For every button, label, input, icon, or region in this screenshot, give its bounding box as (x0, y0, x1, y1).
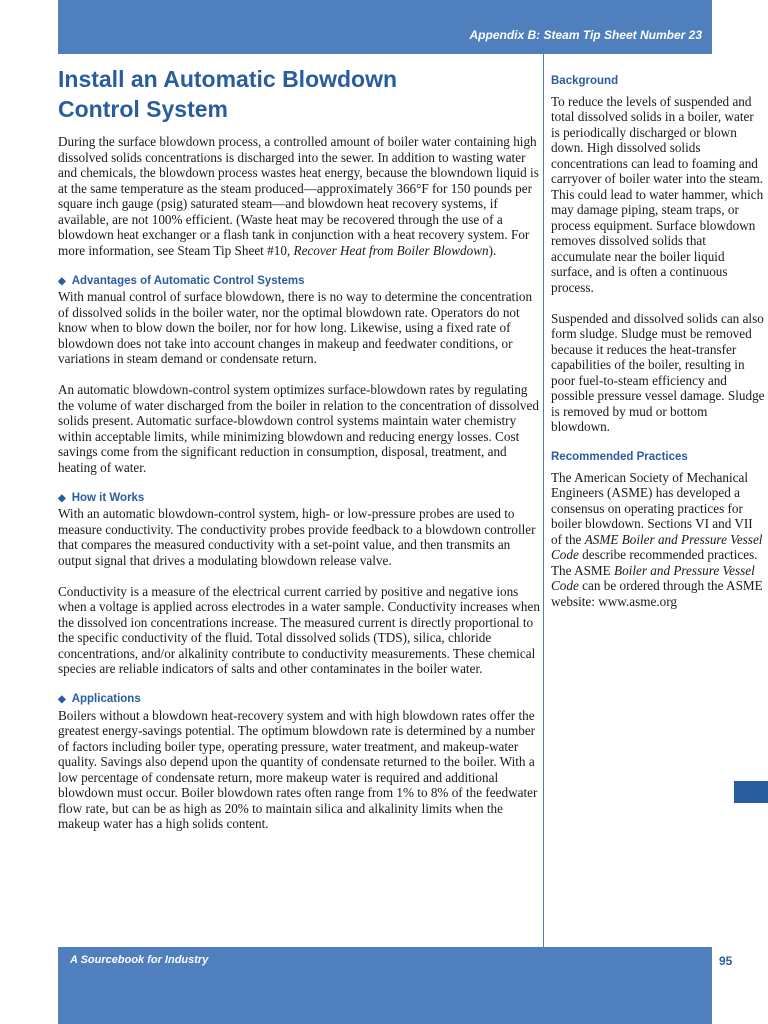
paragraph: An automatic blowdown-control system optimizes surface-blowdown rates by regulating the volume of water discharged from the boiler in relation to the concentration of dissolved solids present. Automatic surface-blowdown control systems maintain water chemistry within acceptable limits, while minimizing blowdown and reducing energy losses. Cost savings come from the significant reduction in consumption, disposal, treatment, and heating of water. (58, 382, 539, 475)
intro-paragraph: During the surface blowdown process, a controlled amount of boiler water containing high dissolved solids concentrations is discharged into the sewer. In addition to wasting water and chemicals, the blowdown process wastes heat energy, because the blowndown liquid is at the same temperature as the steam produced—approximately 366°F for 150 pounds per square inch gauge (psig) saturated steam—and blowdown heat recovery systems, if available, are not 100% efficient. (Waste heat may be recovered through the use of a blowdown heat exchanger or a flash tank in conjunction with a heat recovery system. For more information, see Steam Tip Sheet #10, Recover Heat from Boiler Blowdown). (58, 134, 539, 258)
page-title-line-2: Control System (58, 96, 228, 122)
column-divider (543, 54, 544, 947)
paragraph: Conductivity is a measure of the electrical current carried by positive and negative ions when a voltage is applied across electrodes in a water sample. Conductivity increases when the dissolved ion concentrations increase. The measured current is directly proportional to the specific conductivity of the fluid. Total dissolved solids (TDS), silica, chloride concentrations, and/or alkalinity contribute to conductivity measurements. These chemical species are reliable indicators of salts and other contaminates in the boiler water. (58, 583, 540, 676)
tip-sheet-title: Recover Heat from Boiler Blowdown (293, 242, 489, 258)
diamond-bullet-icon: ◆ (58, 492, 66, 504)
code-title: Boiler and Pressure Vessel Code (551, 562, 755, 593)
footer-band (58, 947, 712, 1024)
sidebar-paragraph: To reduce the levels of suspended and total dissolved solids in a boiler, water is periodically discharged or blown down. High dissolved solids concentrations can lead to foaming and carryover of boiler water into the steam. This could lead to water hammer, which may damage piping, steam traps, or process equipment. Surface blowdown removes dissolved solids that accumulate near the boiler liquid surface, and is often a continuous process. (551, 93, 764, 295)
paragraph: Boilers without a blowdown heat-recovery system and with high blowdown rates offer the greatest energy-savings potential. The optimum blowdown rate is determined by a number of factors including boiler type, operating pressure, water treatment, and makeup-water quality. Savings also depend upon the quantity of condensate returned to the boiler. With a low percentage of condensate return, more makeup water is required and additional blowdown must occur. Boiler blowdown rates often range from 1% to 8% of the feedwater flow rate, but can be as high as 20% to maintain silica and alkalinity limits when the makeup water has a high solids content. (58, 707, 538, 831)
diamond-bullet-icon: ◆ (58, 275, 66, 287)
main-column (58, 64, 540, 847)
page-number: 95 (719, 954, 733, 968)
sidebar-paragraph-practices: The American Society of Mechanical Engineers (ASME) has developed a consensus on operating practices for boiler blowdown. Sections VI and VII of the ASME Boiler and Pressure Vessel Code describe recommended practices. The ASME Boiler and Pressure Vessel Code can be ordered through the ASME website: www.asme.org (551, 469, 763, 609)
code-title: ASME Boiler and Pressure Vessel Code (551, 531, 763, 562)
section-heading-how-it-works: ◆ How it Works (58, 491, 145, 504)
running-header: Appendix B: Steam Tip Sheet Number 23 (469, 28, 702, 42)
page-title (58, 64, 540, 124)
sidebar-paragraph: Suspended and dissolved solids can also form sludge. Sludge must be removed because it reduces the heat-transfer capabilities of the boiler, resulting in poor fuel-to-steam efficiency and possible pressure vessel damage. Sludge is removed by mud or bottom blowdown. (551, 310, 765, 434)
section-heading-applications: ◆ Applications (58, 693, 141, 705)
diamond-bullet-icon: ◆ (58, 694, 66, 705)
header-band (58, 0, 712, 54)
paragraph: With manual control of surface blowdown, there is no way to determine the concentration of dissolved solids in the boiler water, nor the optimal blowdown rate. Operators do not know when to blow down the boiler, nor for how long. Likewise, using a fixed rate of blowdown does not take into account changes in makeup and feedwater conditions, or variations in steam demand or condensate return. (58, 289, 533, 366)
section-heading-advantages: ◆ Advantages of Automatic Control Systems (58, 274, 305, 287)
running-footer: A Sourcebook for Industry (70, 954, 209, 966)
page-title-line-1: Install an Automatic Blowdown (58, 66, 398, 92)
sidebar-heading-background: Background (551, 75, 619, 87)
sidebar-heading-practices: Recommended Practices (551, 451, 688, 463)
thumb-tab (734, 781, 768, 803)
sidebar (551, 74, 765, 625)
paragraph: With an automatic blowdown-control system, high- or low-pressure probes are used to measure conductivity. The conductivity probes provide feedback to a blowdown controller that compares the measured conductivity with a set-point value, and then transmits an output signal that drives a modulating blowdown release valve. (58, 506, 536, 568)
